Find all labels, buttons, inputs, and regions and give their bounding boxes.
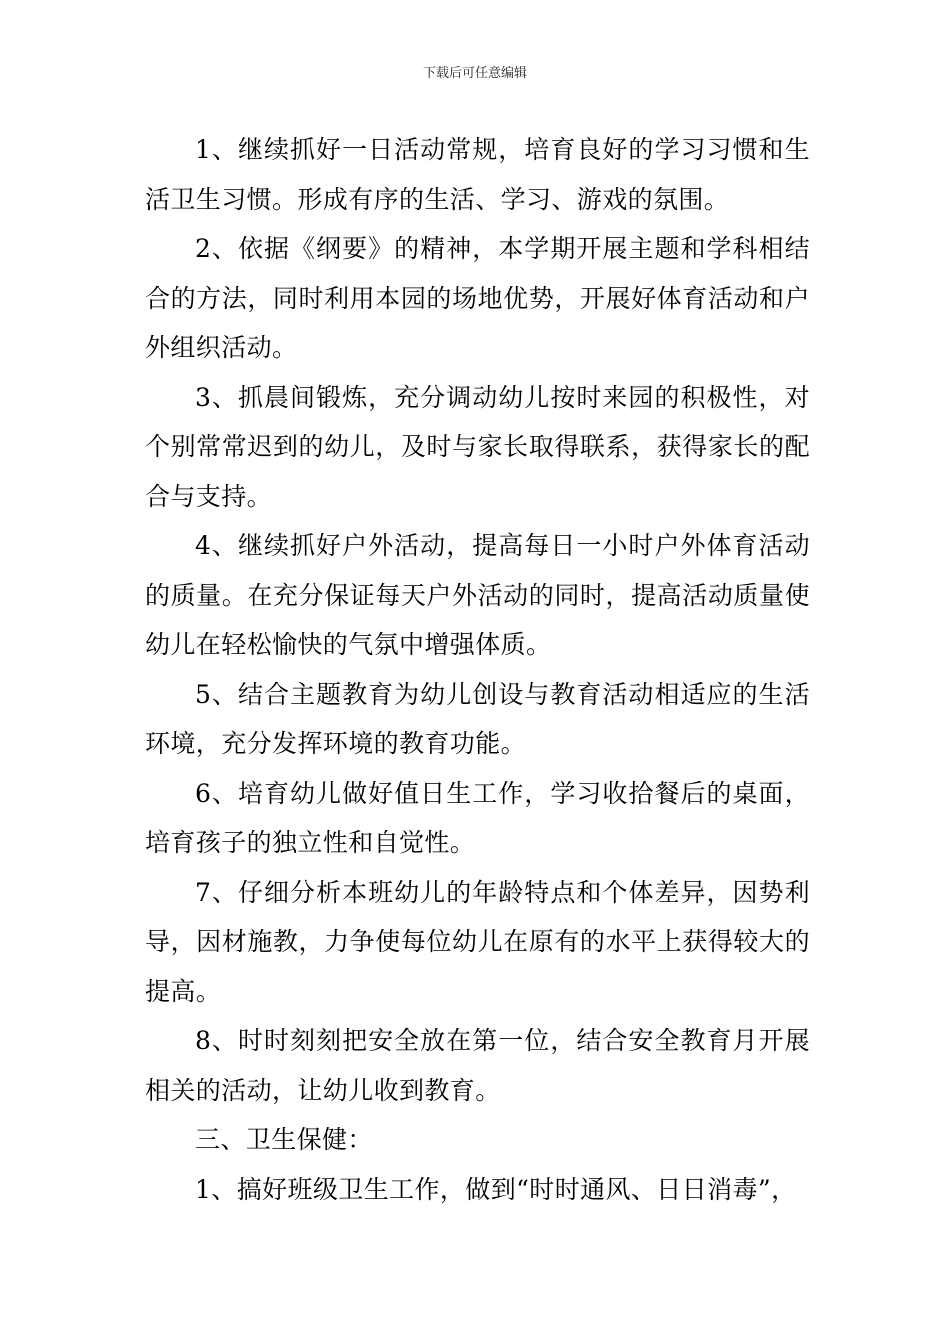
paragraph-4: 4、继续抓好户外活动，提高每日一小时户外体育活动的质量。在充分保证每天户外活动的同时，提高活动质量使幼儿在轻松愉快的气氛中增强体质。 — [145, 531, 810, 659]
paragraph-8: 8、时时刻刻把安全放在第一位，结合安全教育月开展相关的活动，让幼儿收到教育。 — [145, 1026, 810, 1105]
paragraph-2: 2、依据《纲要》的精神，本学期开展主题和学科相结合的方法，同时利用本园的场地优势，开展好体育活动和户外组织活动。 — [145, 234, 810, 362]
paragraph-7: 7、仔细分析本班幼儿的年龄特点和个体差异，因势利导，因材施教，力争使每位幼儿在原有的水平上获得较大的提高。 — [145, 877, 810, 1006]
paragraph-3: 3、抓晨间锻炼，充分调动幼儿按时来园的积极性，对个别常常迟到的幼儿，及时与家长取得联系，获得家长的配合与支持。 — [145, 382, 810, 511]
page-header-note: 下载后可任意编辑 — [422, 66, 527, 81]
paragraph-6: 6、培育幼儿做好值日生工作，学习收拾餐后的桌面，培育孩子的独立性和自觉性。 — [145, 778, 810, 857]
paragraph-5: 5、结合主题教育为幼儿创设与教育活动相适应的生活环境，充分发挥环境的教育功能。 — [145, 679, 810, 758]
section-heading-hygiene: 三、卫生保健： — [195, 1125, 373, 1154]
paragraph-1: 1、继续抓好一日活动常规，培育良好的学习习惯和生活卫生习惯。形成有序的生活、学习、游戏的氛围。 — [145, 135, 810, 214]
document-body — [145, 125, 810, 1214]
paragraph-hygiene-1: 1、搞好班级卫生工作，做到“时时通风、日日消毒”， — [195, 1174, 797, 1204]
